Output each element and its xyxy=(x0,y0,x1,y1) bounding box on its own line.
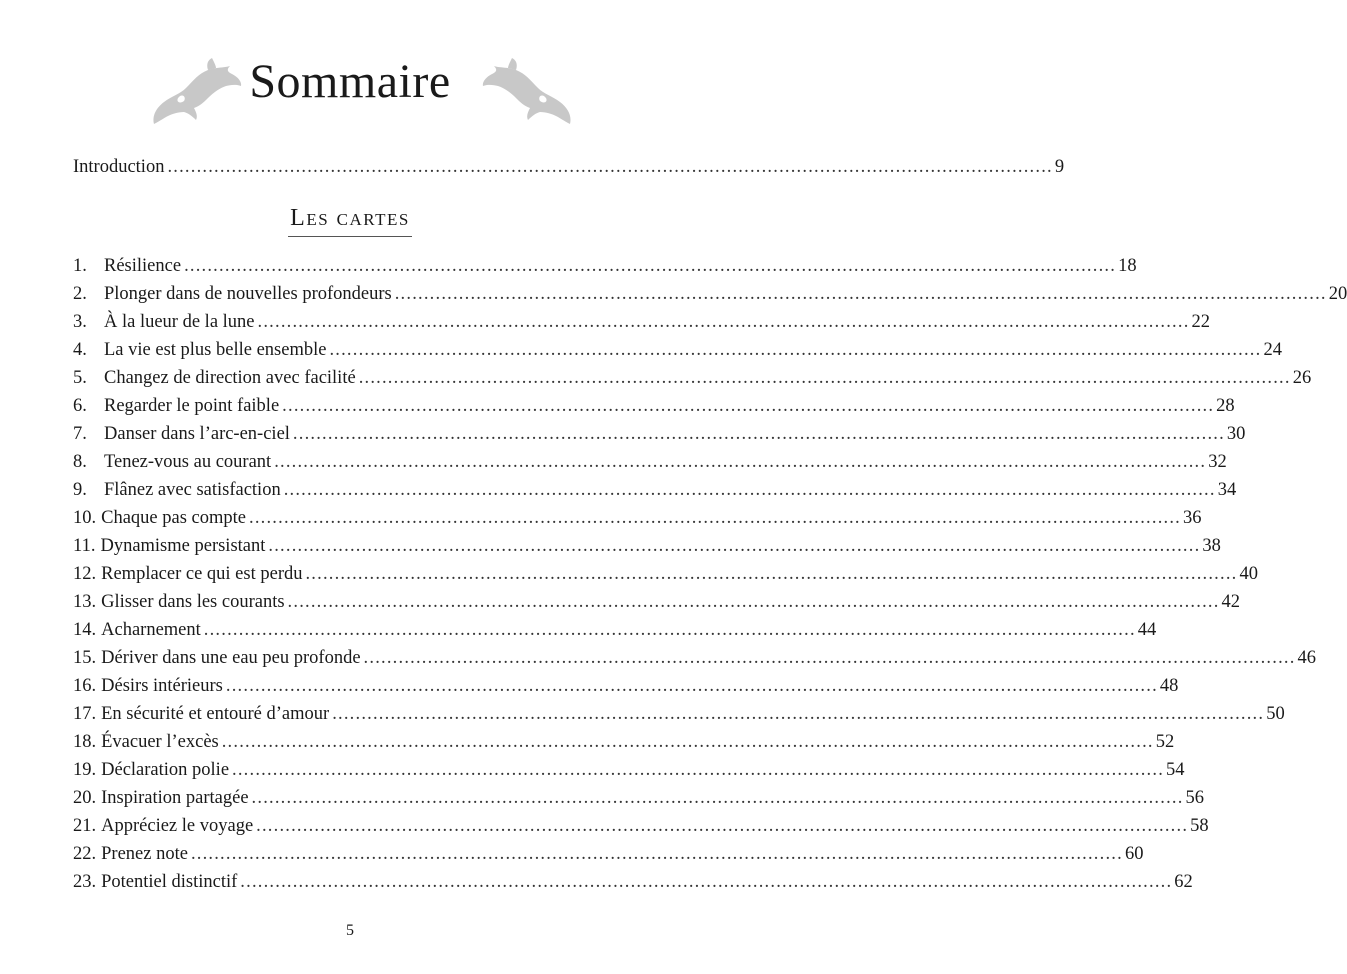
toc-entry-number: 5. xyxy=(73,368,87,388)
dot-leader: ................................................................................................................................................................ xyxy=(292,424,1225,444)
toc-entry[interactable] xyxy=(73,728,1175,756)
dot-leader: ................................................................................................................................................................ xyxy=(358,368,1291,388)
toc-entry-number: 7. xyxy=(73,424,87,444)
toc-entry-page: 58 xyxy=(1190,816,1209,836)
dot-leader: ................................................................................................................................................................ xyxy=(221,732,1154,752)
section-title xyxy=(0,203,700,237)
toc-entry-label: Résilience xyxy=(104,256,182,276)
toc-entry[interactable] xyxy=(73,336,1282,364)
toc-entry-number: 6. xyxy=(73,396,87,416)
toc-entry-number: 18. xyxy=(73,732,97,752)
toc-entry-number: 2. xyxy=(73,284,87,304)
toc-entry-label: Appréciez le voyage xyxy=(101,816,254,836)
dolphin-icon xyxy=(478,58,574,128)
toc-entry-label: Évacuer l’excès xyxy=(101,732,219,752)
dot-leader: ................................................................................................................................................................ xyxy=(249,508,1181,528)
dot-leader: ................................................................................................................................................................ xyxy=(268,536,1201,556)
dot-leader: ................................................................................................................................................................ xyxy=(394,284,1327,304)
toc-entry[interactable] xyxy=(73,420,1246,448)
toc-entry-label: Déclaration polie xyxy=(101,760,230,780)
toc-entry-label: Glisser dans les courants xyxy=(101,592,285,612)
toc-entry-number: 11. xyxy=(73,536,96,556)
dot-leader: ................................................................................................................................................................ xyxy=(184,256,1117,276)
toc-entry-label: La vie est plus belle ensemble xyxy=(104,340,327,360)
dot-leader: ................................................................................................................................................................ xyxy=(256,816,1189,836)
toc-entry[interactable] xyxy=(73,588,1241,616)
toc-entry-label: Plonger dans de nouvelles profondeurs xyxy=(104,284,392,304)
toc-entry-number: 20. xyxy=(73,788,97,808)
toc-entry[interactable] xyxy=(73,644,1317,672)
toc-entry-number: 13. xyxy=(73,592,97,612)
toc-entry[interactable] xyxy=(73,672,1179,700)
toc-entry-page: 60 xyxy=(1124,844,1144,864)
toc-entry[interactable] xyxy=(73,812,1209,840)
toc-entry-page: 30 xyxy=(1226,424,1246,444)
toc-entry-page: 44 xyxy=(1137,620,1157,640)
toc-entry-page: 26 xyxy=(1292,368,1312,388)
toc-entry[interactable] xyxy=(73,532,1221,560)
toc-entry-label: Remplacer ce qui est perdu xyxy=(101,564,303,584)
toc-entry-number: 21. xyxy=(73,816,97,836)
toc-entry-label: Flânez avec satisfaction xyxy=(104,480,281,500)
toc-entry-label: Désirs intérieurs xyxy=(101,676,223,696)
toc-entry-page: 18 xyxy=(1118,256,1137,276)
toc-entry-page: 20 xyxy=(1328,284,1347,304)
toc-entry-number: 15. xyxy=(73,648,97,668)
toc-entry[interactable] xyxy=(73,504,1202,532)
toc-entry-number: 14. xyxy=(73,620,97,640)
toc-entry[interactable] xyxy=(73,784,1205,812)
toc-entry[interactable] xyxy=(73,448,1227,476)
toc-entry-page: 46 xyxy=(1297,648,1317,668)
toc-entry-label: En sécurité et entouré d’amour xyxy=(101,704,330,724)
toc-entry[interactable] xyxy=(73,700,1285,728)
dot-leader: ................................................................................................................................................................ xyxy=(274,452,1207,472)
dot-leader: ................................................................................................................................................................ xyxy=(251,788,1184,808)
toc-entry-page: 28 xyxy=(1216,396,1235,416)
header xyxy=(0,52,700,132)
toc-entry-page: 38 xyxy=(1202,536,1221,556)
toc-entry-page: 9 xyxy=(1054,157,1065,177)
toc-entry-label: Tenez-vous au courant xyxy=(104,452,272,472)
toc-entry[interactable] xyxy=(73,252,1137,280)
toc-entry[interactable] xyxy=(73,616,1157,644)
dot-leader: ................................................................................................................................................................ xyxy=(283,480,1216,500)
page-title: Sommaire xyxy=(249,55,451,108)
toc-entry-page: 50 xyxy=(1266,704,1285,724)
dot-leader: ................................................................................................................................................................ xyxy=(257,312,1190,332)
toc-entry[interactable] xyxy=(73,840,1144,868)
toc-entry-label: Acharnement xyxy=(101,620,201,640)
toc-entry-page: 24 xyxy=(1263,340,1282,360)
toc-entry-number: 19. xyxy=(73,760,97,780)
toc-entry-number: 1. xyxy=(73,256,87,276)
toc-entry-page: 36 xyxy=(1183,508,1202,528)
dot-leader: ................................................................................................................................................................ xyxy=(332,704,1265,724)
toc-entry-number: 4. xyxy=(73,340,87,360)
toc-entry-page: 32 xyxy=(1208,452,1227,472)
toc-entry-number: 23. xyxy=(73,872,97,892)
dot-leader: ................................................................................................................................................................ xyxy=(203,620,1136,640)
toc-entry[interactable] xyxy=(73,756,1185,784)
toc-entry-label: Chaque pas compte xyxy=(101,508,246,528)
toc-entry-number: 10. xyxy=(73,508,97,528)
toc-entry[interactable] xyxy=(73,476,1237,504)
toc-entry-page: 52 xyxy=(1155,732,1175,752)
toc-entry[interactable] xyxy=(73,280,1347,308)
toc-entry-page: 40 xyxy=(1239,564,1258,584)
dot-leader: ................................................................................................................................................................ xyxy=(305,564,1238,584)
toc-entry-page: 62 xyxy=(1174,872,1193,892)
dot-leader: ................................................................................................................................................................ xyxy=(287,592,1220,612)
dot-leader: ................................................................................................................................................................ xyxy=(190,844,1123,864)
page-number: 5 xyxy=(346,922,354,939)
toc-entry[interactable] xyxy=(73,364,1312,392)
toc-entry-number: 3. xyxy=(73,312,87,332)
toc-entry-label: Dynamisme persistant xyxy=(100,536,266,556)
toc-entry-label: Inspiration partagée xyxy=(101,788,249,808)
toc-entry-number: 16. xyxy=(73,676,97,696)
dot-leader: ................................................................................................................................................................ xyxy=(240,872,1173,892)
toc-entry-label: Regarder le point faible xyxy=(104,396,280,416)
toc-entry-page: 48 xyxy=(1159,676,1179,696)
toc-entry-page: 34 xyxy=(1217,480,1237,500)
toc-entry-label: Changez de direction avec facilité xyxy=(104,368,356,388)
toc-entry-number: 9. xyxy=(73,480,87,500)
toc-entry-number: 12. xyxy=(73,564,97,584)
toc-entry[interactable] xyxy=(73,560,1258,588)
dot-leader: ................................................................................................................................................................ xyxy=(282,396,1215,416)
section-title-text: Les cartes xyxy=(288,203,412,237)
dot-leader: ................................................................................................................................................................ xyxy=(225,676,1158,696)
toc-entry-label: Introduction xyxy=(73,157,165,177)
dot-leader: ................................................................................................................................................................ xyxy=(363,648,1296,668)
toc-entry-introduction[interactable] xyxy=(73,153,1065,181)
dot-leader: ................................................................................................................................................................ xyxy=(329,340,1262,360)
toc-entry-page: 56 xyxy=(1185,788,1205,808)
toc-entry-label: Potentiel distinctif xyxy=(101,872,238,892)
toc-entry[interactable] xyxy=(73,308,1211,336)
toc-entry-label: Prenez note xyxy=(101,844,188,864)
toc-entry-page: 54 xyxy=(1166,760,1185,780)
dot-leader: ........................................................................................................................................................ xyxy=(167,157,1053,177)
toc-entry-number: 22. xyxy=(73,844,97,864)
toc-entry-page: 42 xyxy=(1221,592,1241,612)
toc-entry-number: 17. xyxy=(73,704,97,724)
toc-entry-page: 22 xyxy=(1191,312,1211,332)
toc-entry-label: Danser dans l’arc-en-ciel xyxy=(104,424,290,444)
toc-entry-label: Dériver dans une eau peu profonde xyxy=(101,648,361,668)
dot-leader: ................................................................................................................................................................ xyxy=(232,760,1165,780)
toc-entry[interactable] xyxy=(73,392,1235,420)
toc-entry-label: À la lueur de la lune xyxy=(104,312,255,332)
toc-entry[interactable] xyxy=(73,868,1193,896)
toc-entry-number: 8. xyxy=(73,452,87,472)
